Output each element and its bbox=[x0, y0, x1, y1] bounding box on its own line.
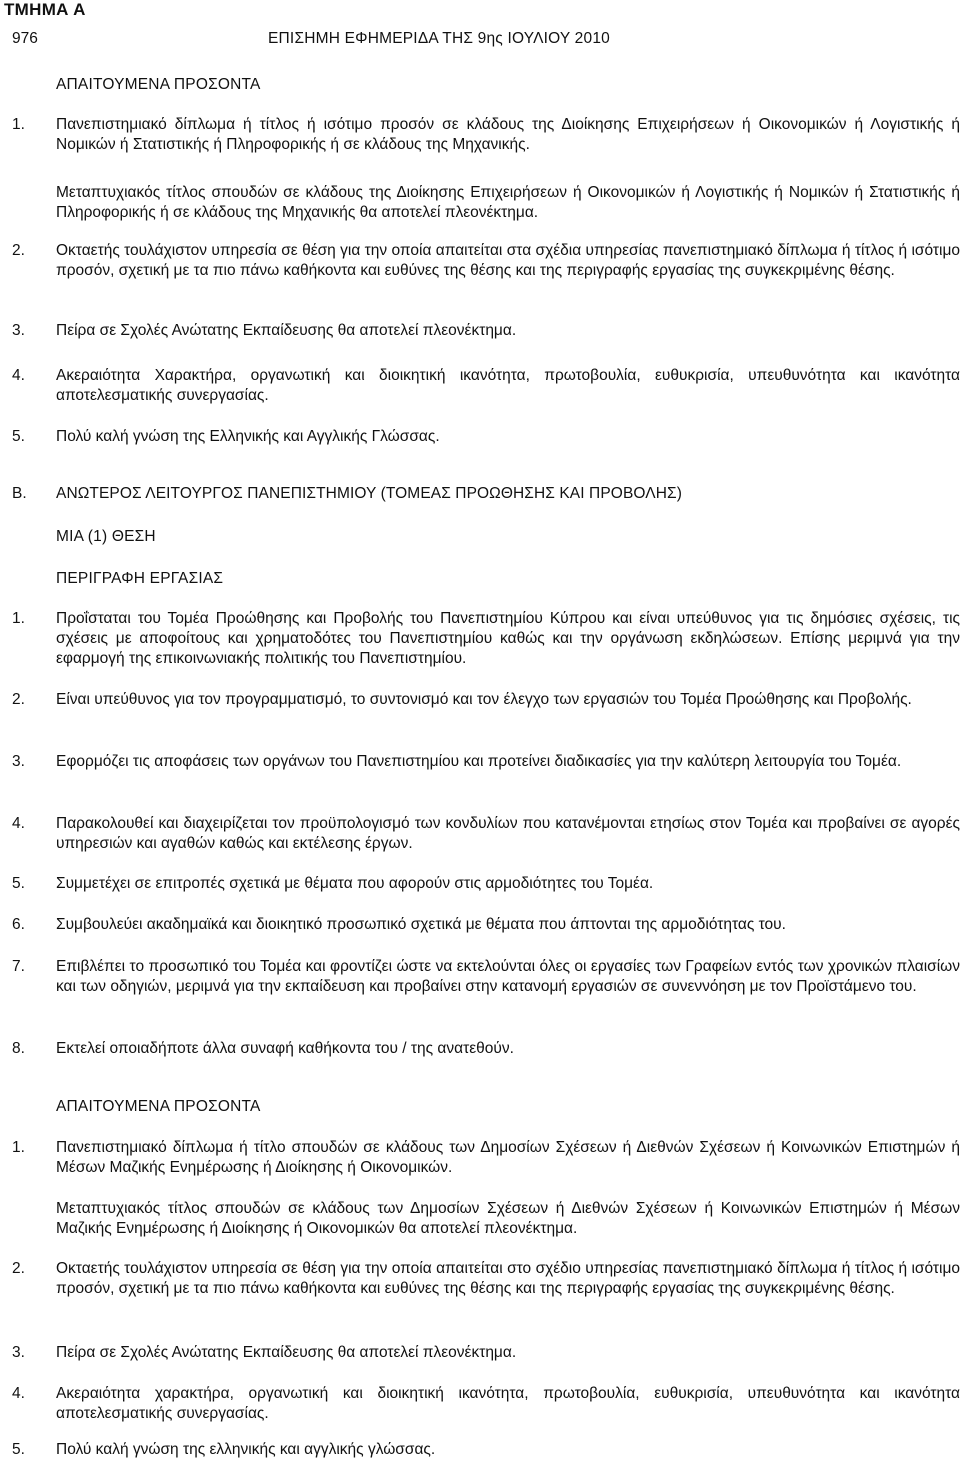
job-description-heading: ΠΕΡΙΓΡΑΦΗ ΕΡΓΑΣΙΑΣ bbox=[56, 570, 224, 587]
item-number: 3. bbox=[12, 322, 25, 339]
item-text: Είναι υπεύθυνος για τον προγραμματισμό, το συντονισμό και τον έλεγχο των εργασιών του Τομέα Προώθησης και Προβολής. bbox=[56, 691, 912, 708]
item-text: Οκταετής τουλάχιστον υπηρεσία σε θέση για την οποία απαιτείται στο σχέδιο υπηρεσίας πανεπιστημιακό δίπλωμα ή τίτλος ή ισότιμο προσόν, σχετική με τα πιο πάνω καθήκοντα και ευθύνες της θέσης και της περιγραφής εργασίας της συγκεκριμένης θέσης. bbox=[56, 1260, 960, 1297]
item-number: 7. bbox=[12, 958, 25, 975]
item-text: Συμβουλεύει ακαδημαϊκά και διοικητικό προσωπικό σχετικά με θέματα που άπτονται της αρμοδιότητας του. bbox=[56, 916, 786, 933]
requirements-heading-b: ΑΠΑΙΤΟΥΜΕΝΑ ΠΡΟΣΟΝΤΑ bbox=[56, 1098, 261, 1115]
item-number: 1. bbox=[12, 1139, 25, 1156]
item-number: 4. bbox=[12, 1385, 25, 1402]
section-label: ΤΜΗΜΑ Α bbox=[4, 0, 86, 19]
item-text: Πολύ καλή γνώση της ελληνικής και αγγλικής γλώσσας. bbox=[56, 1441, 436, 1458]
item-text: Συμμετέχει σε επιτροπές σχετικά με θέματα που αφορούν στις αρμοδιότητες του Τομέα. bbox=[56, 875, 654, 892]
item-number: 5. bbox=[12, 1441, 25, 1458]
item-number: 4. bbox=[12, 367, 25, 384]
item-text: Οκταετής τουλάχιστον υπηρεσία σε θέση για την οποία απαιτείται στα σχέδια υπηρεσίας πανεπιστημιακό δίπλωμα ή τίτλος ή ισότιμο προσόν, σχετική με τα πιο πάνω καθήκοντα και ευθύνες της θέσης και της περιγραφής εργασίας της συγκεκριμένης θέσης. bbox=[56, 242, 960, 279]
item-number: 2. bbox=[12, 242, 25, 259]
item-text: Ακεραιότητα χαρακτήρα, οργανωτική και διοικητική ικανότητα, πρωτοβουλία, ευθυκρισία, υπευθυνότητα και ικανότητα αποτελεσματικής συνεργασίας. bbox=[56, 1385, 960, 1422]
positions-count: ΜΙΑ (1) ΘΕΣΗ bbox=[56, 528, 156, 545]
item-number: 4. bbox=[12, 815, 25, 832]
item-text: Πείρα σε Σχολές Ανώτατης Εκπαίδευσης θα αποτελεί πλεονέκτημα. bbox=[56, 322, 517, 339]
item-number: 3. bbox=[12, 1344, 25, 1361]
item-text: Πείρα σε Σχολές Ανώτατης Εκπαίδευσης θα αποτελεί πλεονέκτημα. bbox=[56, 1344, 517, 1361]
item-number: 3. bbox=[12, 753, 25, 770]
item-number: 2. bbox=[12, 1260, 25, 1277]
item-text: Πολύ καλή γνώση της Ελληνικής και Αγγλικής Γλώσσας. bbox=[56, 428, 440, 445]
section-letter: Β. bbox=[12, 485, 27, 502]
item-text: Ακεραιότητα Χαρακτήρα, οργανωτική και διοικητική ικανότητα, πρωτοβουλία, ευθυκρισία, υπευθυνότητα και ικανότητα αποτελεσματικής συνεργασίας. bbox=[56, 367, 960, 404]
item-number: 8. bbox=[12, 1040, 25, 1057]
item-text: Παρακολουθεί και διαχειρίζεται τον προϋπολογισμό των κονδυλίων που κατανέμονται ετησίως στον Τομέα και προβαίνει σε αγορές υπηρεσιών και αγαθών καθώς και εκτέλεσης έργων. bbox=[56, 815, 960, 852]
item-number: 2. bbox=[12, 691, 25, 708]
item-text: Εφορμόζει τις αποφάσεις των οργάνων του Πανεπιστημίου και προτείνει διαδικασίες για την καλύτερη λειτουργία του Τομέα. bbox=[56, 753, 902, 770]
item-number: 6. bbox=[12, 916, 25, 933]
item-number: 5. bbox=[12, 875, 25, 892]
section-title: ΑΝΩΤΕΡΟΣ ΛΕΙΤΟΥΡΓΟΣ ΠΑΝΕΠΙΣΤΗΜΙΟΥ (ΤΟΜΕΑΣ ΠΡΟΩΘΗΣΗΣ ΚΑΙ ΠΡΟΒΟΛΗΣ) bbox=[56, 485, 682, 502]
item-text: Επιβλέπει το προσωπικό του Τομέα και φροντίζει ώστε να εκτελούνται όλες οι εργασίες των Γραφείων εντός των χρονικών πλαισίων και των οδηγιών, μεριμνά για την εκπαίδευση και προβαίνει στην κατανομή εργασιών σε συνεννόηση με τον Προϊστάμενο του. bbox=[56, 958, 960, 995]
paragraph: Μεταπτυχιακός τίτλος σπουδών σε κλάδους των Δημοσίων Σχέσεων ή Διεθνών Σχέσεων ή Κοινωνικών Επιστημών ή Μέσων Μαζικής Ενημέρωσης ή Διοίκησης ή Οικονομικών θα αποτελεί πλεονέκτημα. bbox=[56, 1200, 960, 1237]
gazette-title: ΕΠΙΣΗΜΗ ΕΦΗΜΕΡΙΔΑ ΤΗΣ 9ης ΙΟΥΛΙΟΥ 2010 bbox=[268, 30, 610, 47]
item-text: Πανεπιστημιακό δίπλωμα ή τίτλος ή ισότιμο προσόν σε κλάδους της Διοίκησης Επιχειρήσεων ή Οικονομικών ή Λογιστικής ή Νομικών ή Στατιστικής ή Πληροφορικής ή σε κλάδους της Μηχανικής. bbox=[56, 116, 960, 153]
paragraph: Μεταπτυχιακός τίτλος σπουδών σε κλάδους της Διοίκησης Επιχειρήσεων ή Οικονομικών ή Λογιστικής ή Νομικών ή Στατιστικής ή Πληροφορικής ή σε κλάδους της Μηχανικής θα αποτελεί πλεονέκτημα. bbox=[56, 184, 960, 221]
item-text: Εκτελεί οποιαδήποτε άλλα συναφή καθήκοντα του / της ανατεθούν. bbox=[56, 1040, 514, 1057]
item-text: Πανεπιστημιακό δίπλωμα ή τίτλο σπουδών σε κλάδους των Δημοσίων Σχέσεων ή Διεθνών Σχέσεων ή Κοινωνικών Επιστημών ή Μέσων Μαζικής Ενημέρωσης ή Διοίκησης ή Οικονομικών. bbox=[56, 1139, 960, 1176]
item-number: 5. bbox=[12, 428, 25, 445]
item-text: Προΐσταται του Τομέα Προώθησης και Προβολής του Πανεπιστημίου Κύπρου και είναι υπεύθυνος για τις δημόσιες σχέσεις, τις σχέσεις με αποφοίτους και χρηματοδότες του Πανεπιστημίου καθώς και την οργάνωση εκδηλώσεων. Επίσης μεριμνά για την εφαρμογή της επικοινωνιακής πολιτικής του Πανεπιστημίου. bbox=[56, 610, 960, 667]
requirements-heading-a: ΑΠΑΙΤΟΥΜΕΝΑ ΠΡΟΣΟΝΤΑ bbox=[56, 76, 261, 93]
page-number: 976 bbox=[12, 30, 38, 47]
item-number: 1. bbox=[12, 116, 25, 133]
item-number: 1. bbox=[12, 610, 25, 627]
